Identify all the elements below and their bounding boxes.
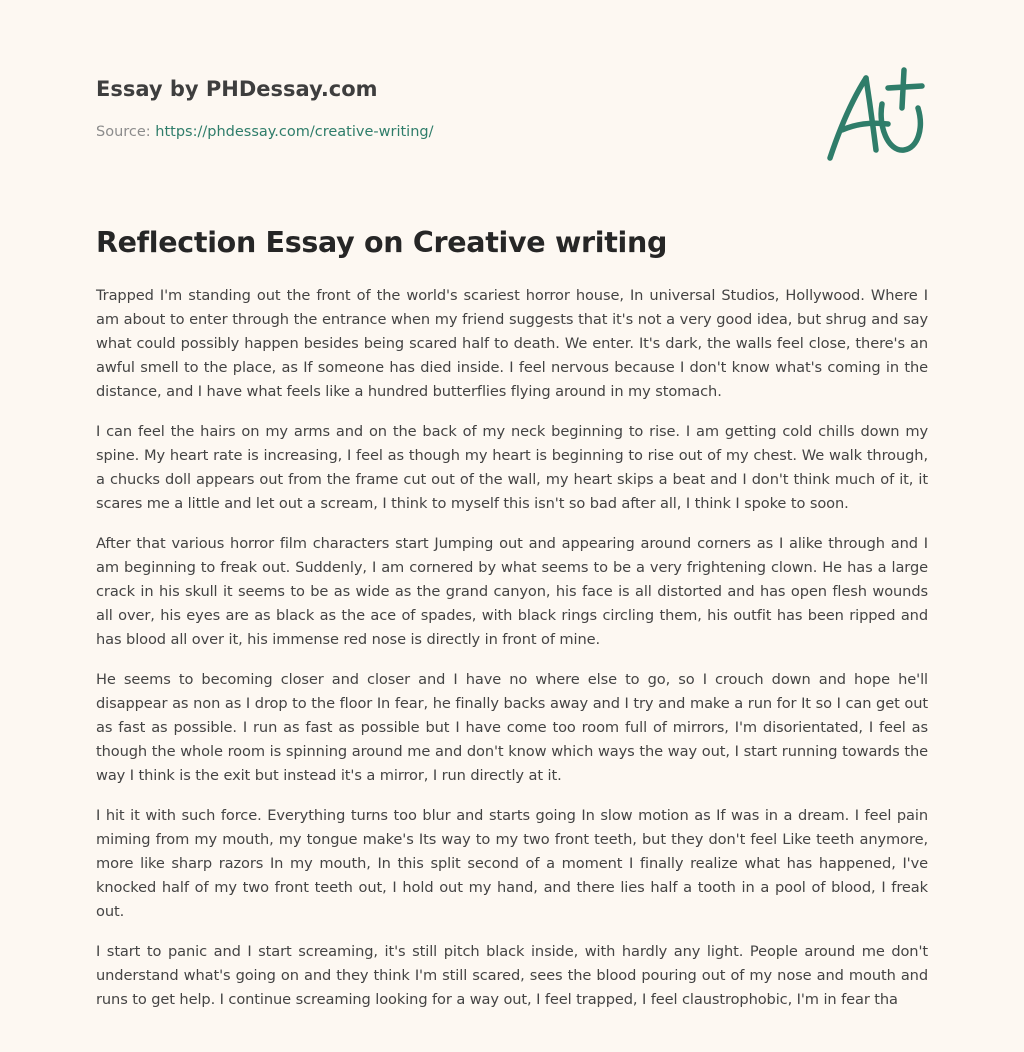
- essay-paragraph: He seems to becoming closer and closer and I have no where else to go, so I crouch down and hope he'll disappear as non as I drop to the floor In fear, he finally backs away and I try and make a run for It so I can get out as fast as possible. I run as fast as possible but I have come too room full of mirrors, I'm disorientated, I feel as though the whole room is spinning around me and don't know which ways the way out, I start running towards the way I think is the exit but instead it's a mirror, I run directly at it.: [96, 671, 928, 784]
- source-link[interactable]: https://phdessay.com/creative-writing/: [155, 124, 434, 140]
- essay-paragraph: I hit it with such force. Everything turns too blur and starts going In slow motion as If was in a dream. I feel pain miming from my mouth, my tongue make's Its way to my two front teeth, but they don't feel Like teeth anymore, more like sharp razors In my mouth, In this split second of a moment I finally realize what has happened, I've knocked half of my two front teeth out, I hold out my hand, and there lies half a tooth in a pool of blood, I freak out.: [96, 807, 928, 920]
- essay-title: Reflection Essay on Creative writing: [96, 226, 668, 259]
- source-label: Source:: [96, 124, 151, 140]
- essay-paragraph: After that various horror film characters start Jumping out and appearing around corners as I alike through and I am beginning to freak out. Suddenly, I am cornered by what seems to be a very frightening clown. He has a large crack in his skull it seems to be as wide as the grand canyon, his face is all distorted and has open flesh wounds all over, his eyes are as black as the ace of spades, with black rings circling them, his outfit has been ripped and has blood all over it, his immense red nose is directly in front of mine.: [96, 535, 928, 648]
- essay-paragraph: Trapped I'm standing out the front of the world's scariest horror house, In universal Studios, Hollywood. Where I am about to enter through the entrance when my friend suggests that it's not a very good idea, but shrug and say what could possibly happen besides being scared half to death. We enter. It's dark, the walls feel close, there's an awful smell to the place, as If someone has died inside. I feel nervous because I don't know what's coming in the distance, and I have what feels like a hundred butterflies flying around in my stomach.: [96, 287, 928, 400]
- site-brand: Essay by PHDessay.com: [96, 77, 378, 101]
- a-plus-logo-icon: [818, 64, 936, 172]
- logo-a-left-stroke: [830, 78, 866, 158]
- source-line: [96, 124, 433, 140]
- essay-paragraph: I start to panic and I start screaming, it's still pitch black inside, with hardly any light. People around me don't understand what's going on and they think I'm still scared, sees the blood pouring out of my nose and mouth and runs to get help. I continue screaming looking for a way out, I feel trapped, I feel claustrophobic, I'm in fear tha: [96, 943, 928, 1008]
- logo-plus-horizontal: [888, 86, 922, 88]
- logo-swoosh: [881, 104, 920, 150]
- essay-body: [96, 284, 928, 1028]
- essay-paragraph: I can feel the hairs on my arms and on the back of my neck beginning to rise. I am getting cold chills down my spine. My heart rate is increasing, I feel as though my heart is beginning to rise out of my chest. We walk through, a chucks doll appears out from the frame cut out of the wall, my heart skips a beat and I don't think much of it, it scares me a little and let out a scream, I think to myself this isn't so bad after all, I think I spoke to soon.: [96, 423, 928, 512]
- logo-a-right-stroke: [866, 78, 876, 150]
